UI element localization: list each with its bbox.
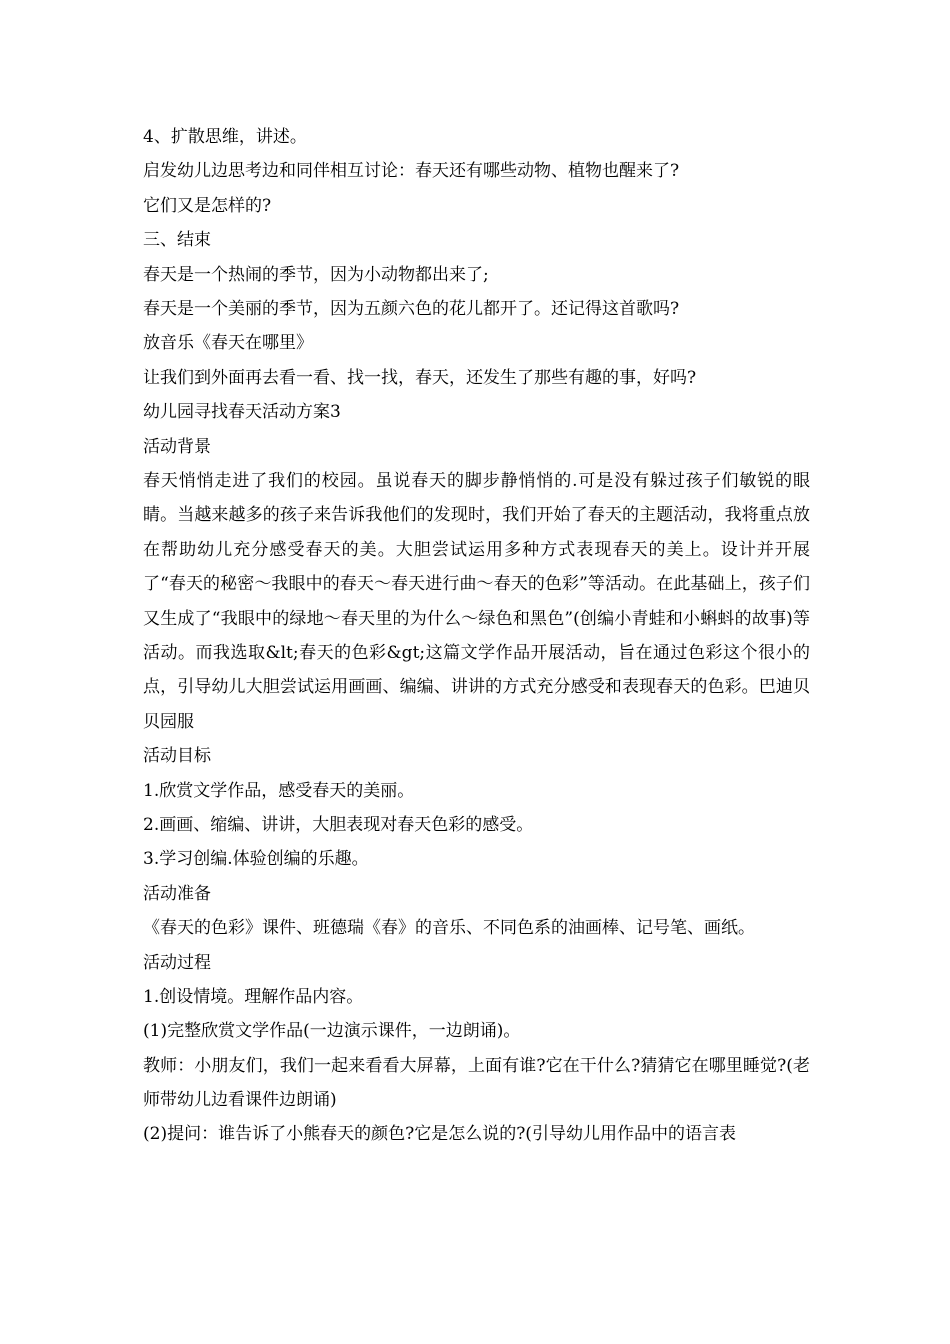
background-paragraph: 春天悄悄走进了我们的校园。虽说春天的脚步静悄悄的.可是没有躲过孩子们敏锐的眼睛。当越来越多的孩子来告诉我他们的发现时，我们开始了春天的主题活动，我将重点放在帮助幼儿充分感受春天的美。大胆尝试运用多种方式表现春天的美上。设计并开展了“春天的秘密～我眼中的春天～春天进行曲～春天的色彩”等活动。在此基础上，孩子们又生成了“我眼中的绿地～春天里的为什么～绿色和黑色”(创编小青蛙和小蝌蚪的故事)等活动。而我选取&lt;春天的色彩&gt;这篇文学作品开展活动，旨在通过色彩这个很小的点，引导幼儿大胆尝试运用画画、编编、讲讲的方式充分感受和表现春天的色彩。巴迪贝贝园服 xyxy=(143,470,810,732)
text-line: 4、扩散思维，讲述。 xyxy=(143,127,307,147)
text-line: 让我们到外面再去看一看、找一找，春天，还发生了那些有趣的事，好吗? xyxy=(143,367,697,388)
text-line: 《春天的色彩》课件、班德瑞《春》的音乐、不同色系的油画棒、记号笔、画纸。 xyxy=(143,918,755,939)
section-heading: 三、结束 xyxy=(143,230,211,251)
text-line: 启发幼儿边思考边和同伴相互讨论：春天还有哪些动物、植物也醒来了? xyxy=(143,161,680,182)
list-item: (1)完整欣赏文学作品(一边演示课件，一边朗诵)。 xyxy=(143,1021,521,1042)
text-line: 它们又是怎样的? xyxy=(143,195,272,216)
section-heading: 活动目标 xyxy=(143,746,211,767)
list-item: 1.创设情境。理解作品内容。 xyxy=(143,986,364,1007)
text-line: (2)提问：谁告诉了小熊春天的颜色?它是怎么说的?(引导幼儿用作品中的语言表 xyxy=(143,1124,736,1145)
document-body xyxy=(143,120,810,1152)
section-heading: 活动过程 xyxy=(143,952,211,973)
text-line: 放音乐《春天在哪里》 xyxy=(143,333,313,354)
section-heading: 活动背景 xyxy=(143,436,211,457)
teacher-paragraph: 教师：小朋友们，我们一起来看看大屏幕，上面有谁?它在干什么?猜猜它在哪里睡觉?(老师带幼儿边看课件边朗诵) xyxy=(143,1055,810,1111)
list-item: 2.画画、缩编、讲讲，大胆表现对春天色彩的感受。 xyxy=(143,814,534,835)
text-line: 春天是一个热闹的季节，因为小动物都出来了; xyxy=(143,264,489,285)
list-item: 3.学习创编.体验创编的乐趣。 xyxy=(143,849,369,870)
list-item: 1.欣赏文学作品，感受春天的美丽。 xyxy=(143,780,415,801)
document-title: 幼儿园寻找春天活动方案3 xyxy=(143,402,341,423)
section-heading: 活动准备 xyxy=(143,883,211,904)
text-line: 春天是一个美丽的季节，因为五颜六色的花儿都开了。还记得这首歌吗? xyxy=(143,298,680,319)
